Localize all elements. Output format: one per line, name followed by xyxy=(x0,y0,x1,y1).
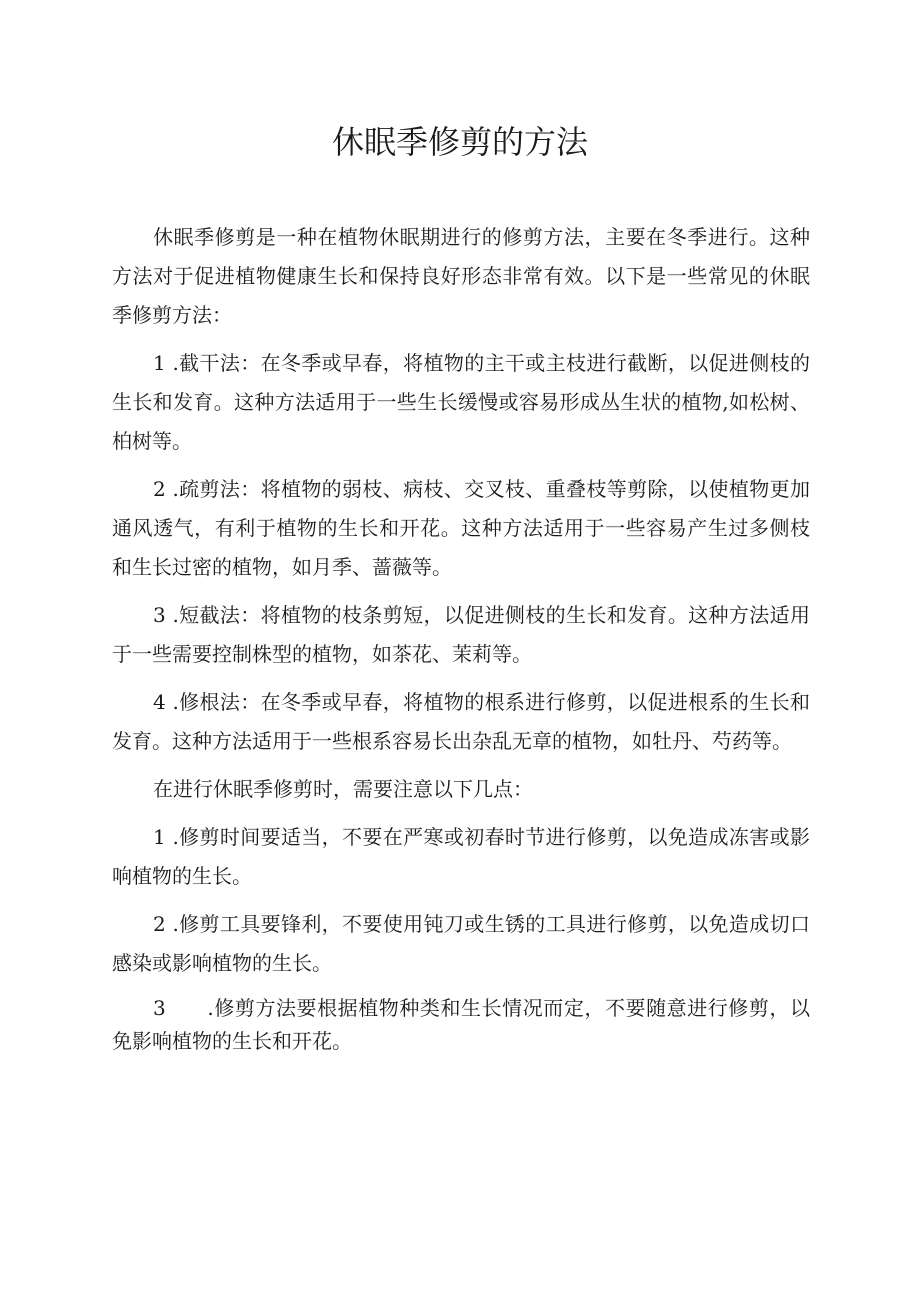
notes-heading: 在进行休眠季修剪时，需要注意以下几点： xyxy=(153,777,533,801)
method-item-4: 4 .修根法：在冬季或早春，将植物的根系进行修剪，以促进根系的生长和发育。这种方法适用于一些根系容易长出杂乱无章的植物，如牡丹、芍药等。 xyxy=(112,690,810,753)
note-item-3: 3 .修剪方法要根据植物种类和生长情况而定，不要随意进行修剪，以免影响植物的生长和开花。 xyxy=(112,996,810,1053)
document-title: 休眠季修剪的方法 xyxy=(331,123,588,161)
method-item-2: 2 .疏剪法：将植物的弱枝、病枝、交叉枝、重叠枝等剪除，以使植物更加通风透气，有利于植物的生长和开花。这种方法适用于一些容易产生过多侧枝和生长过密的植物，如月季、蔷薇等。 xyxy=(112,477,810,579)
method-item-3: 3 .短截法：将植物的枝条剪短，以促进侧枝的生长和发育。这种方法适用于一些需要控制株型的植物，如茶花、茉莉等。 xyxy=(112,603,810,666)
method-item-1: 1 .截干法：在冬季或早春，将植物的主干或主枝进行截断，以促进侧枝的生长和发育。这种方法适用于一些生长缓慢或容易形成丛生状的植物,如松树、柏树等。 xyxy=(112,351,810,453)
note-item-2: 2 .修剪工具要锋利，不要使用钝刀或生锈的工具进行修剪，以免造成切口感染或影响植物的生长。 xyxy=(112,912,810,975)
note-item-1: 1 .修剪时间要适当，不要在严寒或初春时节进行修剪，以免造成冻害或影响植物的生长。 xyxy=(112,825,810,888)
intro-paragraph: 休眠季修剪是一种在植物休眠期进行的修剪方法，主要在冬季进行。这种方法对于促进植物健康生长和保持良好形态非常有效。以下是一些常见的休眠季修剪方法： xyxy=(112,225,810,327)
document-body xyxy=(112,218,810,1067)
